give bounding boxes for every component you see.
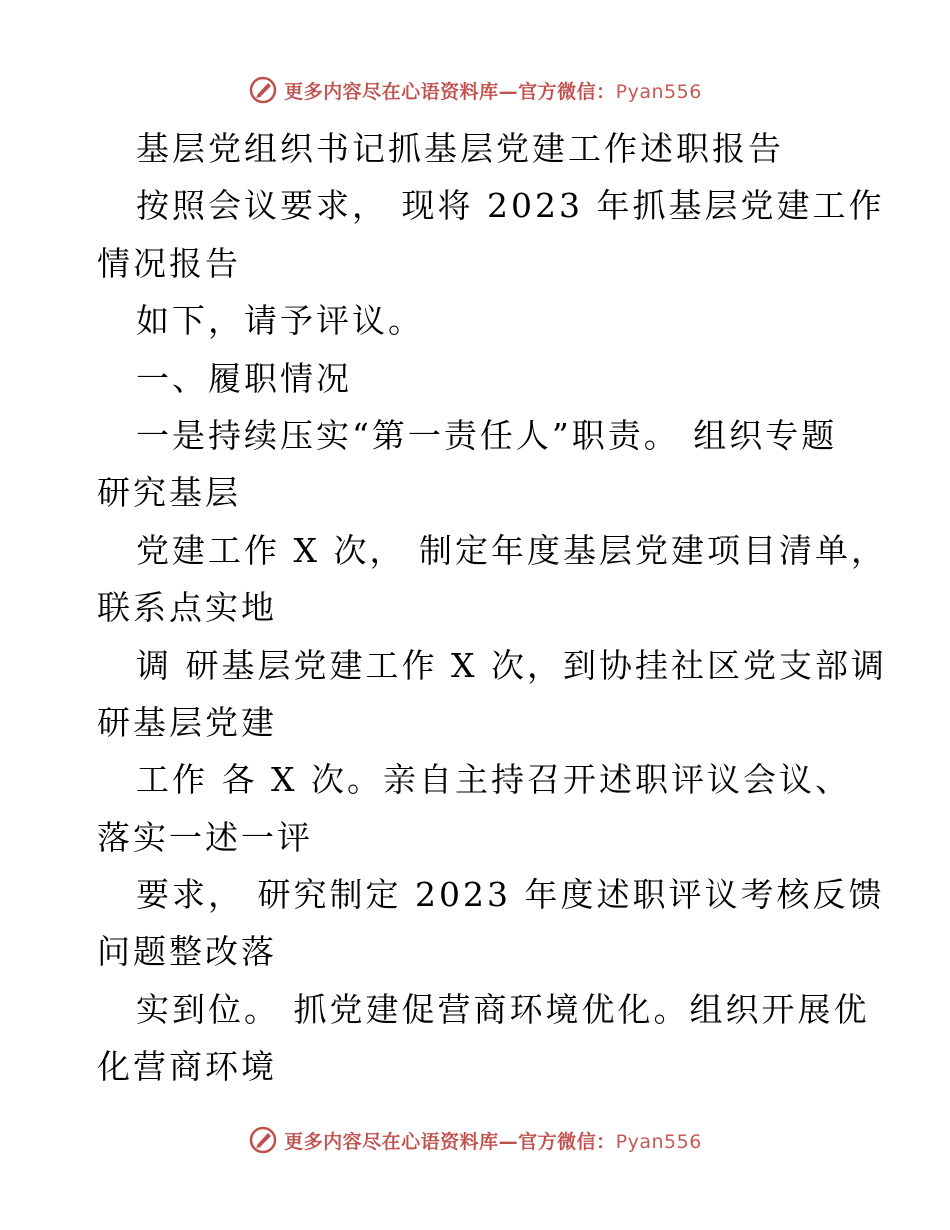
text-line: 一是持续压实“第一责任人”职责。 组织专题: [136, 415, 838, 455]
text-line: 落实一述一评: [97, 817, 313, 857]
text-line: 按照会议要求， 现将 2023 年抓基层党建工作: [136, 186, 885, 226]
banner-wechat-id: Pyan556: [615, 1130, 702, 1153]
text-line: 工作 各 X 次。亲自主持召开述职评议会议、: [136, 760, 851, 800]
header-banner: [0, 72, 950, 108]
text-line: 研究基层: [97, 473, 241, 513]
text-line: 要求， 研究制定 2023 年度述职评议考核反馈: [136, 875, 885, 915]
text-line: 问题整改落: [97, 932, 277, 972]
banner-wechat-id: Pyan556: [615, 80, 702, 103]
document-title: 基层党组织书记抓基层党建工作述职报告: [136, 129, 784, 168]
document-body: [97, 120, 887, 1096]
text-line: 化营商环境: [97, 1047, 277, 1087]
section-heading: 一、履职情况: [136, 358, 352, 398]
brand-logo-icon: [248, 75, 278, 105]
text-line: 研基层党建: [97, 702, 277, 742]
text-line: 如下，请予评议。: [136, 301, 424, 341]
banner-text-cn: 更多内容尽在心语资料库—官方微信：: [284, 80, 616, 103]
text-line: 党建工作 X 次， 制定年度基层党建项目清单，: [136, 530, 887, 570]
text-line: 实到位。 抓党建促营商环境优化。组织开展优: [136, 989, 870, 1029]
banner-text: [284, 1127, 702, 1154]
footer-banner: [0, 1122, 950, 1158]
text-line: 情况报告: [97, 243, 241, 283]
banner-text-cn: 更多内容尽在心语资料库—官方微信：: [284, 1130, 616, 1153]
text-line: 调 研基层党建工作 X 次，到协挂社区党支部调: [136, 645, 887, 685]
text-line: 联系点实地: [97, 588, 277, 628]
brand-logo-icon: [248, 1125, 278, 1155]
banner-text: [284, 77, 702, 104]
